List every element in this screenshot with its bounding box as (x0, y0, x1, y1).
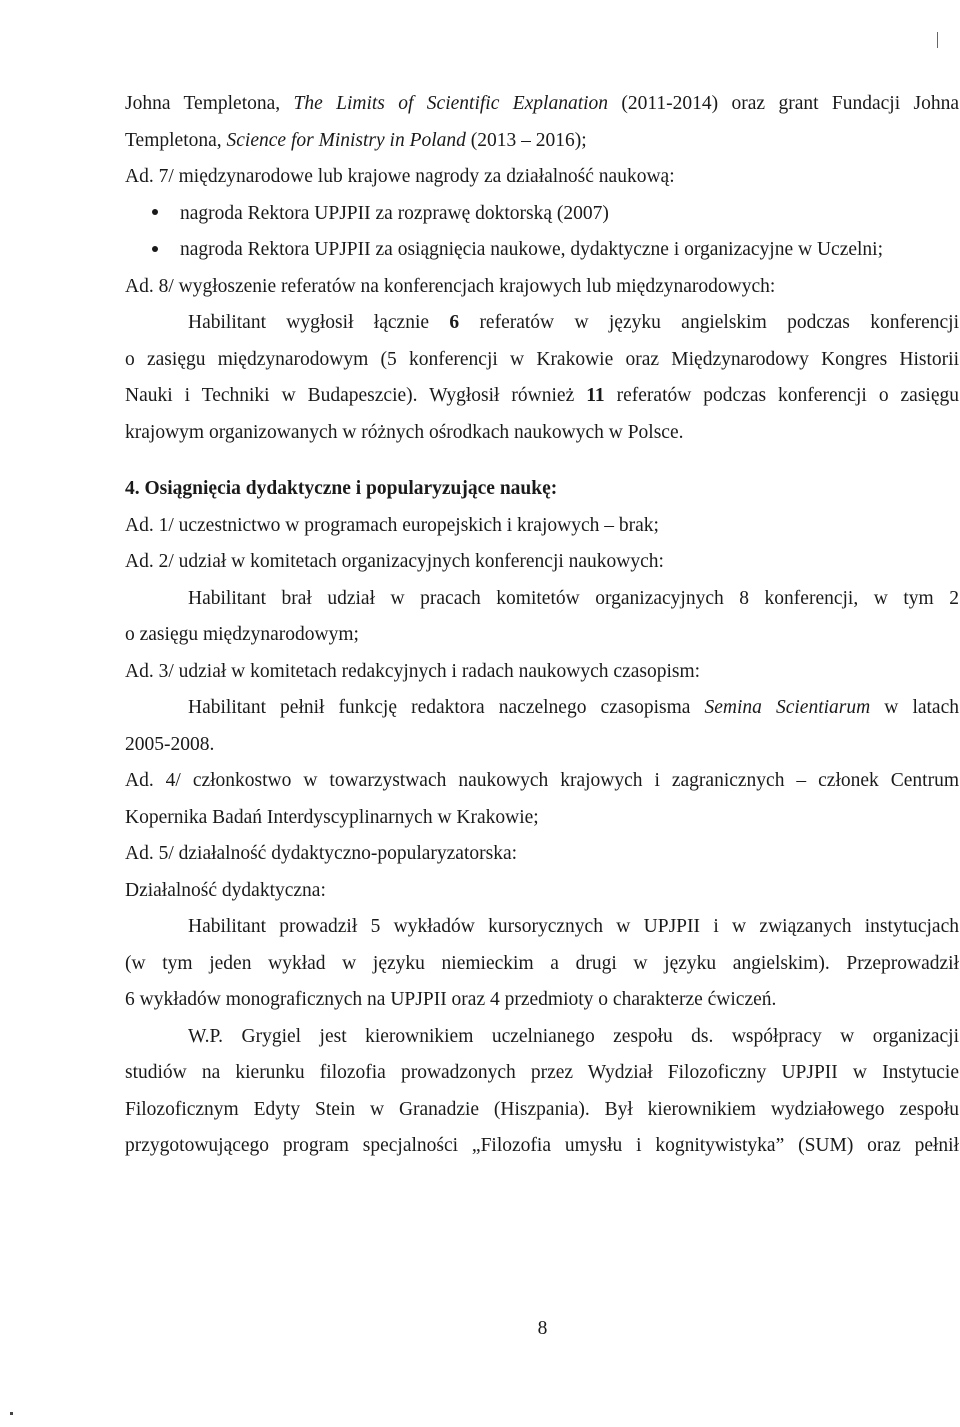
document-body (125, 86, 959, 1165)
bullet-icon (152, 246, 158, 252)
text-line: Ad. 1/ uczestnictwo w programach europejskich i krajowych – brak; (125, 514, 659, 536)
text-line: 2005-2008. (125, 733, 215, 755)
text-line: Ad. 2/ udział w komitetach organizacyjnych konferencji naukowych: (125, 551, 664, 572)
text-line: Habilitant brał udział w pracach komitetów organizacyjnych 8 konferencji, w tym 2 (188, 587, 959, 609)
text-line: Habilitant wygłosił łącznie 6 referatów w języku angielskim podczas konferencji (188, 312, 959, 333)
page-number: 8 (537, 1318, 548, 1339)
text-line: Ad. 5/ działalność dydaktyczno-popularyzatorska: (125, 843, 518, 864)
text-line: (w tym jeden wykład w języku niemieckim a drugi w języku angielskim). Przeprowadził (125, 952, 959, 974)
text-line: Habilitant prowadził 5 wykładów kursorycznych w UPJPII i w związanych instytucjach (188, 916, 959, 937)
text-line: Działalność dydaktyczna: (125, 879, 326, 901)
section-heading: 4. Osiągnięcia dydaktyczne i popularyzujące naukę: (125, 478, 558, 499)
text-line: krajowym organizowanych w różnych ośrodkach naukowych w Polsce. (125, 421, 684, 443)
text-line: Kopernika Badań Interdyscyplinarnych w Krakowie; (125, 806, 539, 828)
text-line: 6 wykładów monograficznych na UPJPII oraz 4 przedmioty o charakterze ćwiczeń. (125, 989, 777, 1010)
text-line: Ad. 3/ udział w komitetach redakcyjnych i radach naukowych czasopism: (125, 660, 701, 682)
text-line: o zasięgu międzynarodowym; (125, 624, 359, 645)
text-line: Habilitant pełnił funkcję redaktora naczelnego czasopisma Semina Scientiarum w latach (188, 697, 959, 718)
text-line: Ad. 8/ wygłoszenie referatów na konferencjach krajowych lub międzynarodowych: (125, 275, 776, 297)
scan-mark-top (937, 32, 938, 48)
text-line: studiów na kierunku filozofia prowadzonych przez Wydział Filozoficzny UPJPII w Instytucie (125, 1062, 959, 1083)
scan-mark-bottom (10, 1412, 13, 1415)
list-item: nagroda Rektora UPJPII za rozprawę doktorską (2007) (125, 196, 959, 233)
text-line: W.P. Grygiel jest kierownikiem uczelnianego zespołu ds. współpracy w organizacji (188, 1025, 959, 1047)
text-line: Ad. 7/ międzynarodowe lub krajowe nagrody za działalność naukową: (125, 166, 675, 187)
list-item: nagroda Rektora UPJPII za osiągnięcia naukowe, dydaktyczne i organizacyjne w Uczelni; (125, 232, 959, 269)
text-line: Johna Templetona, The Limits of Scientific Explanation (2011-2014) oraz grant Fundacji Johna (125, 93, 959, 114)
bullet-icon (152, 209, 158, 215)
text-line: przygotowującego program specjalności „Filozofia umysłu i kognitywistyka” (SUM) oraz pełnił (125, 1135, 959, 1156)
text-line: Nauki i Techniki w Budapeszcie). Wygłosił również 11 referatów podczas konferencji o zasięgu (125, 385, 960, 406)
text-line: Ad. 4/ członkostwo w towarzystwach naukowych krajowych i zagranicznych – członek Centrum (125, 770, 959, 791)
text-line: Filozoficznym Edyty Stein w Granadzie (Hiszpania). Był kierownikiem wydziałowego zespołu (125, 1098, 959, 1120)
text-line: o zasięgu międzynarodowym (5 konferencji w Krakowie oraz Międzynarodowy Kongres Historii (125, 348, 959, 370)
text-line: Templetona, Science for Ministry in Poland (2013 – 2016); (125, 129, 587, 151)
